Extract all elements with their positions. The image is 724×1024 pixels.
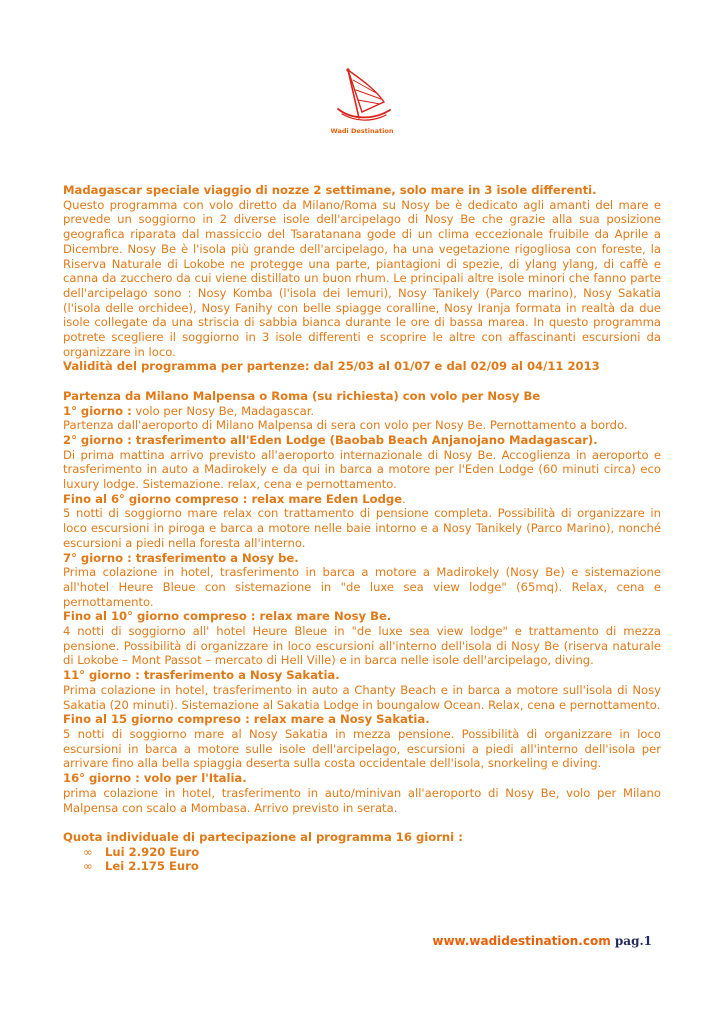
quota-list xyxy=(63,845,661,874)
quota-item-label: Lei 2.175 Euro xyxy=(105,859,199,874)
sailboat-logo-icon xyxy=(332,66,392,126)
day-7-heading: 7° giorno : trasferimento a Nosy be. xyxy=(63,550,299,565)
day-1-heading-rest: volo per Nosy Be, Madagascar. xyxy=(131,403,315,418)
day-6-heading-tail: . xyxy=(402,491,406,506)
quota-item-lei xyxy=(83,859,661,874)
spacer xyxy=(63,374,661,389)
day-2-heading: 2° giorno : trasferimento all'Eden Lodge (Baobab Beach Anjanojano Madagascar). xyxy=(63,432,598,447)
day-11-text: Prima colazione in hotel, trasferimento in auto a Chanty Beach e in barca a motore sull'isola di Nosy Sakatia (20 minuti). Sistemazione al Sakatia Lodge in boungalow Ocean. Relax, cena e pernottamento. xyxy=(63,682,661,712)
day-15-text: 5 notti di soggiorno mare al Nosy Sakatia in mezza pensione. Possibilità di organizzare in loco escursioni in barca a motore sulle isole dell'arcipelago, escursioni a piedi all'interno dell'isola per arrivare fino alla bella spiaggia deserta sulla costa occidentale dell'isola, snorkeling e diving. xyxy=(63,727,661,771)
day-10-text: 4 notti di soggiorno all' hotel Heure Bleue in "de luxe sea view lodge" e trattamento di mezza pensione. Possibilità di organizzare in loco escursioni all'interno dell'isola di Nosy Be (riserva naturale di Lokobe – Mont Passot – mercato di Hell Ville) e in barca nelle isole dell'arcipelago, diving. xyxy=(63,624,661,668)
spacer xyxy=(63,815,661,830)
day-6-heading xyxy=(63,492,661,507)
quota-title: Quota individuale di partecipazione al programma 16 giorni : xyxy=(63,829,463,844)
departure-line: Partenza da Milano Malpensa o Roma (su richiesta) con volo per Nosy Be xyxy=(63,388,541,403)
day-15-heading: Fino al 15 giorno compreso : relax mare a Nosy Sakatia. xyxy=(63,712,430,727)
day-1-text: Partenza dall'aeroporto di Milano Malpensa di sera con volo per Nosy Be. Pernottamento a bordo. xyxy=(63,418,628,433)
day-16-text: prima colazione in hotel, trasferimento in auto/minivan all'aeroporto di Nosy Be, volo per Milano Malpensa con scalo a Mombasa. Arrivo previsto in serata. xyxy=(63,785,661,815)
page-footer xyxy=(420,934,652,948)
infinity-bullet-icon: ∞ xyxy=(83,844,93,859)
day-6-text: 5 notti di soggiorno mare relax con trattamento di pensione completa. Possibilità di organizzare in loco escursioni in piroga e barca a motore nelle baie intorno e a Nosy Tanikely (Parco Marino), nonché escursioni a piedi nella foresta all'interno. xyxy=(63,506,661,550)
quota-item-label: Lui 2.920 Euro xyxy=(105,844,200,859)
quota-item-lui xyxy=(83,845,661,860)
intro-paragraph: Questo programma con volo diretto da Milano/Roma su Nosy be è dedicato agli amanti del mare e prevede un soggiorno in 2 diverse isole dell'arcipelago di Nosy Be che grazie alla sua posizione geografica riparata dal massiccio del Tsaratanana gode di un clima eccezionale fruibile da Aprile a Dicembre. Nosy Be è l'isola più grande dell'arcipelago, ha una vegetazione rigogliosa con foreste, la Riserva Naturale di Lokobe ne protegge una parte, piantagioni di spezie, di ylang ylang, di caffè e canna da zucchero da cui viene distillato un buon rhum. Le principali altre isole minori che fanno parte dell'arcipelago sono : Nosy Komba (l'isola dei lemuri), Nosy Tanikely (Parco marino), Nosy Sakatia (l'isola delle orchidee), Nosy Fanihy con belle spiagge coralline, Nosy Iranja formata in realtà da due isole collegate da una striscia di sabbia bianca durante le ore di bassa marea. In questo programma potrete scegliere il soggiorno in 3 isole differenti e scoprire le altre con affascinanti escursioni da organizzare in loco. xyxy=(63,197,661,359)
document-title: Madagascar speciale viaggio di nozze 2 settimane, solo mare in 3 isole differenti. xyxy=(63,183,597,197)
day-11-heading: 11° giorno : trasferimento a Nosy Sakatia. xyxy=(63,668,340,683)
day-1-heading xyxy=(63,404,661,419)
day-10-heading: Fino al 10° giorno compreso : relax mare Nosy Be. xyxy=(63,609,392,624)
company-logo xyxy=(327,66,397,138)
itinerary-content xyxy=(63,183,661,874)
day-7-text: Prima colazione in hotel, trasferimento in barca a motore a Madirokely (Nosy Be) e sistemazione all'hotel Heure Bleue con sistemazione in "de luxe sea view lodge" (65mq). Relax, cena e pernottamento. xyxy=(63,565,661,609)
page-number: pag.1 xyxy=(614,934,652,948)
logo-wordmark: Wadi Destination xyxy=(330,127,394,135)
day-16-heading: 16° giorno : volo per l'Italia. xyxy=(63,771,247,786)
validity-line: Validità del programma per partenze: dal 25/03 al 01/07 e dal 02/09 al 04/11 2013 xyxy=(63,359,600,374)
day-2-text: Di prima mattina arrivo previsto all'aeroporto internazionale di Nosy Be. Accoglienza in aeroporto e trasferimento in auto a Madirokely e da qui in barca a motore per l'Eden Lodge (60 minuti circa) eco luxury lodge. Sistemazione. relax, cena e pernottamento. xyxy=(63,447,661,492)
day-6-heading-label: Fino al 6° giorno compreso : relax mare Eden Lodge xyxy=(63,491,403,506)
website-link[interactable]: www.wadidestination.com xyxy=(432,934,611,948)
day-1-heading-label: 1° giorno : xyxy=(63,403,132,418)
infinity-bullet-icon: ∞ xyxy=(83,859,93,874)
